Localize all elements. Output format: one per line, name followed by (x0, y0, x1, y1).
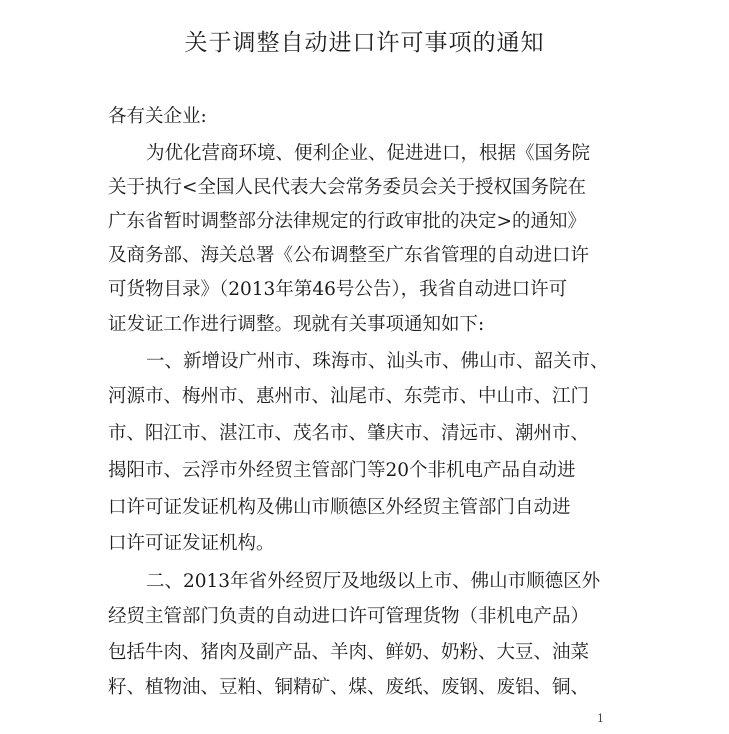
paragraph-line: 揭阳市、云浮市外经贸主管部门等20个非机电产品自动进 (108, 460, 576, 481)
paragraph-line: 二、2013年省外经贸厅及地级以上市、佛山市顺德区外 (146, 571, 601, 592)
paragraph-line: 包括牛肉、猪肉及副产品、羊肉、鲜奶、奶粉、大豆、油菜 (108, 642, 590, 663)
paragraph-line: 可货物目录》（2013年第46号公告），我省自动进口许可 (108, 279, 568, 300)
paragraph-line: 口许可证发证机构。 (108, 533, 275, 554)
paragraph-line: 证发证工作进行调整。现就有关事项通知如下: (108, 314, 485, 335)
paragraph-line: 口许可证发证机构及佛山市顺德区外经贸主管部门自动进 (108, 497, 571, 518)
paragraph-line: 市、阳江市、湛江市、茂名市、肇庆市、清远市、潮州市、 (108, 423, 590, 444)
paragraph-line: 及商务部、海关总署《公布调整至广东省管理的自动进口许 (108, 245, 590, 266)
paragraph-line: 河源市、梅州市、惠州市、汕尾市、东莞市、中山市、江门 (108, 386, 590, 407)
paragraph-line: 一、新增设广州市、珠海市、汕头市、佛山市、韶关市、 (146, 351, 609, 372)
paragraph-line: 广东省暂时调整部分法律规定的行政审批的决定>的通知》 (108, 211, 587, 232)
salutation: 各有关企业: (108, 106, 207, 127)
paragraph-line: 关于执行<全国人民代表大会常务委员会关于授权国务院在 (108, 177, 587, 198)
paragraph-line: 籽、植物油、豆粕、铜精矿、煤、废纸、废钢、废铝、铜、 (108, 677, 590, 698)
page-number: 1 (597, 712, 604, 725)
paragraph-line: 经贸主管部门负责的自动进口许可管理货物（非机电产品） (108, 606, 590, 627)
document-title: 关于调整自动进口许可事项的通知 (184, 30, 545, 56)
paragraph-line: 为优化营商环境、便利企业、促进进口，根据《国务院 (146, 143, 591, 164)
